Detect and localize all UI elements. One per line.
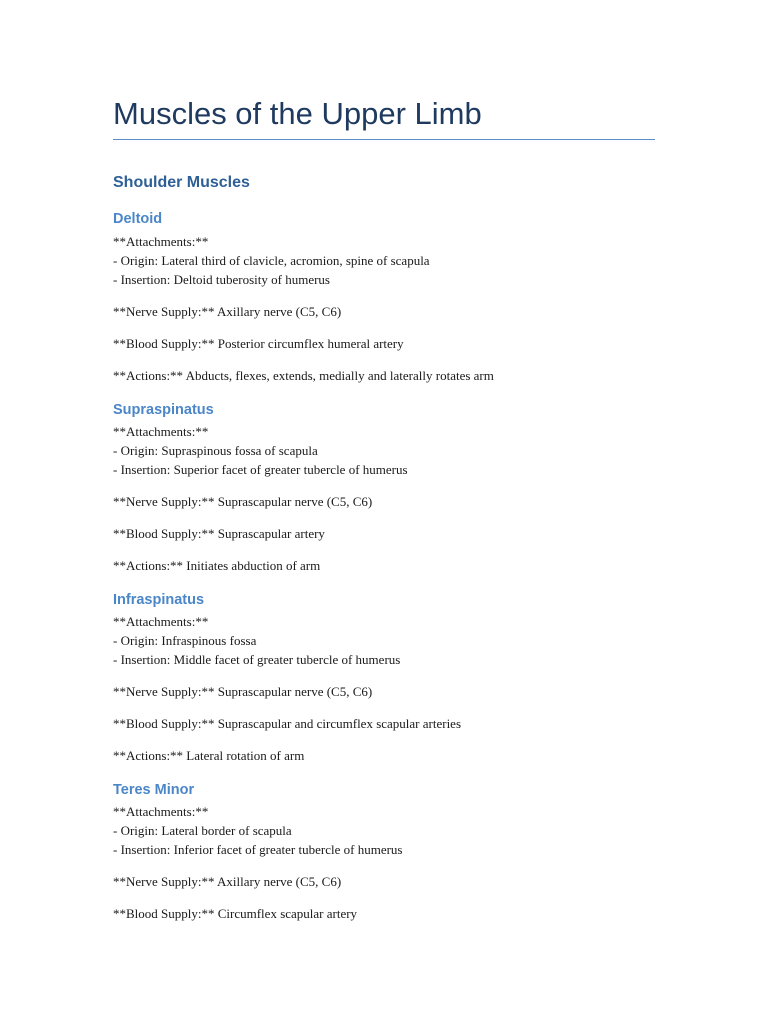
blood-supply-text: **Blood Supply:** Circumflex scapular artery — [113, 906, 358, 921]
origin-text: - Origin: Lateral third of clavicle, acromion, spine of scapula — [113, 253, 430, 268]
actions-text: **Actions:** Lateral rotation of arm — [113, 748, 305, 763]
attachments-label: **Attachments:** — [113, 234, 209, 249]
origin-text: - Origin: Lateral border of scapula — [113, 823, 292, 838]
nerve-supply-text: **Nerve Supply:** Axillary nerve (C5, C6) — [113, 304, 342, 319]
attachments-label: **Attachments:** — [113, 424, 209, 439]
attachments-label: **Attachments:** — [113, 804, 209, 819]
insertion-text: - Insertion: Superior facet of greater tubercle of humerus — [113, 462, 408, 477]
actions-text: **Actions:** Abducts, flexes, extends, medially and laterally rotates arm — [113, 368, 494, 383]
insertion-text: - Insertion: Middle facet of greater tubercle of humerus — [113, 652, 401, 667]
document-title: Muscles of the Upper Limb — [113, 96, 482, 131]
muscle-heading-supraspinatus: Supraspinatus — [113, 402, 214, 418]
section-heading-shoulder-muscles: Shoulder Muscles — [113, 174, 250, 191]
attachments-label: **Attachments:** — [113, 614, 209, 629]
insertion-text: - Insertion: Deltoid tuberosity of humerus — [113, 272, 330, 287]
blood-supply-text: **Blood Supply:** Suprascapular and circumflex scapular arteries — [113, 716, 462, 731]
title-underline — [113, 139, 655, 140]
nerve-supply-text: **Nerve Supply:** Axillary nerve (C5, C6) — [113, 874, 342, 889]
origin-text: - Origin: Supraspinous fossa of scapula — [113, 443, 318, 458]
origin-text: - Origin: Infraspinous fossa — [113, 633, 257, 648]
nerve-supply-text: **Nerve Supply:** Suprascapular nerve (C5, C6) — [113, 494, 373, 509]
blood-supply-text: **Blood Supply:** Posterior circumflex humeral artery — [113, 336, 404, 351]
muscle-heading-teres-minor: Teres Minor — [113, 782, 195, 798]
actions-text: **Actions:** Initiates abduction of arm — [113, 558, 321, 573]
blood-supply-text: **Blood Supply:** Suprascapular artery — [113, 526, 325, 541]
muscle-heading-infraspinatus: Infraspinatus — [113, 592, 205, 608]
muscle-heading-deltoid: Deltoid — [113, 211, 163, 227]
nerve-supply-text: **Nerve Supply:** Suprascapular nerve (C5, C6) — [113, 684, 373, 699]
insertion-text: - Insertion: Inferior facet of greater tubercle of humerus — [113, 842, 403, 857]
